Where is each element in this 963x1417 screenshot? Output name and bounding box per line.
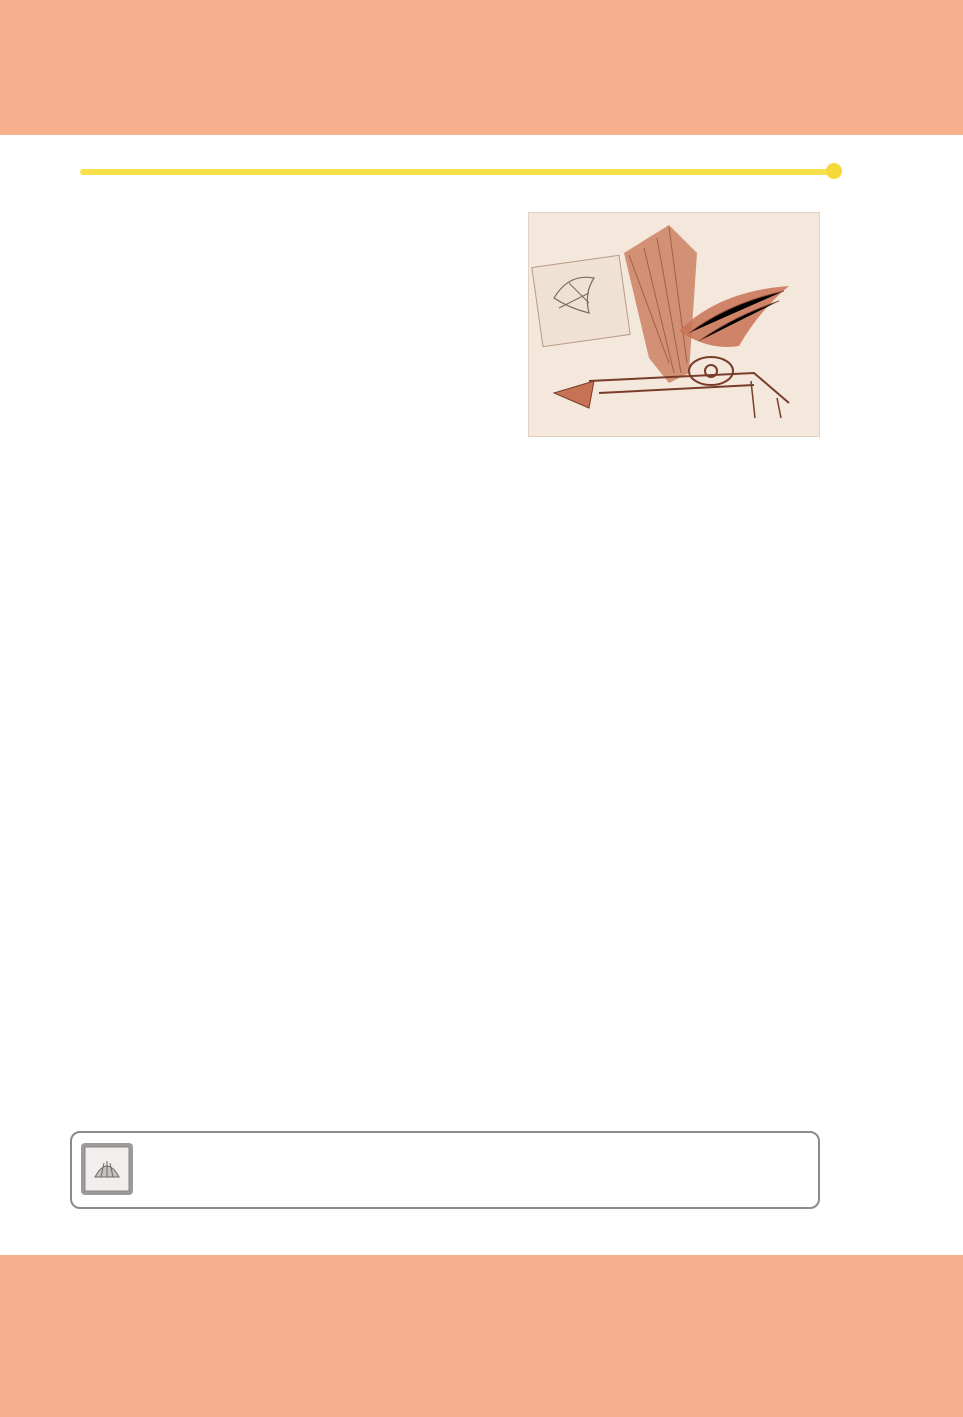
top-decorative-band — [0, 0, 963, 135]
header-underline-dot — [826, 163, 842, 179]
header-underline — [80, 169, 832, 175]
shell-icon — [81, 1143, 133, 1195]
figure-leonardo-flying-machine — [528, 212, 820, 437]
top-lace-pattern — [0, 0, 963, 135]
flying-machine-drawing-icon — [529, 213, 819, 436]
section-label — [815, 220, 905, 410]
bottom-lace-pattern — [0, 1255, 963, 1417]
quote-box — [70, 1131, 820, 1209]
bottom-decorative-band — [0, 1255, 963, 1417]
